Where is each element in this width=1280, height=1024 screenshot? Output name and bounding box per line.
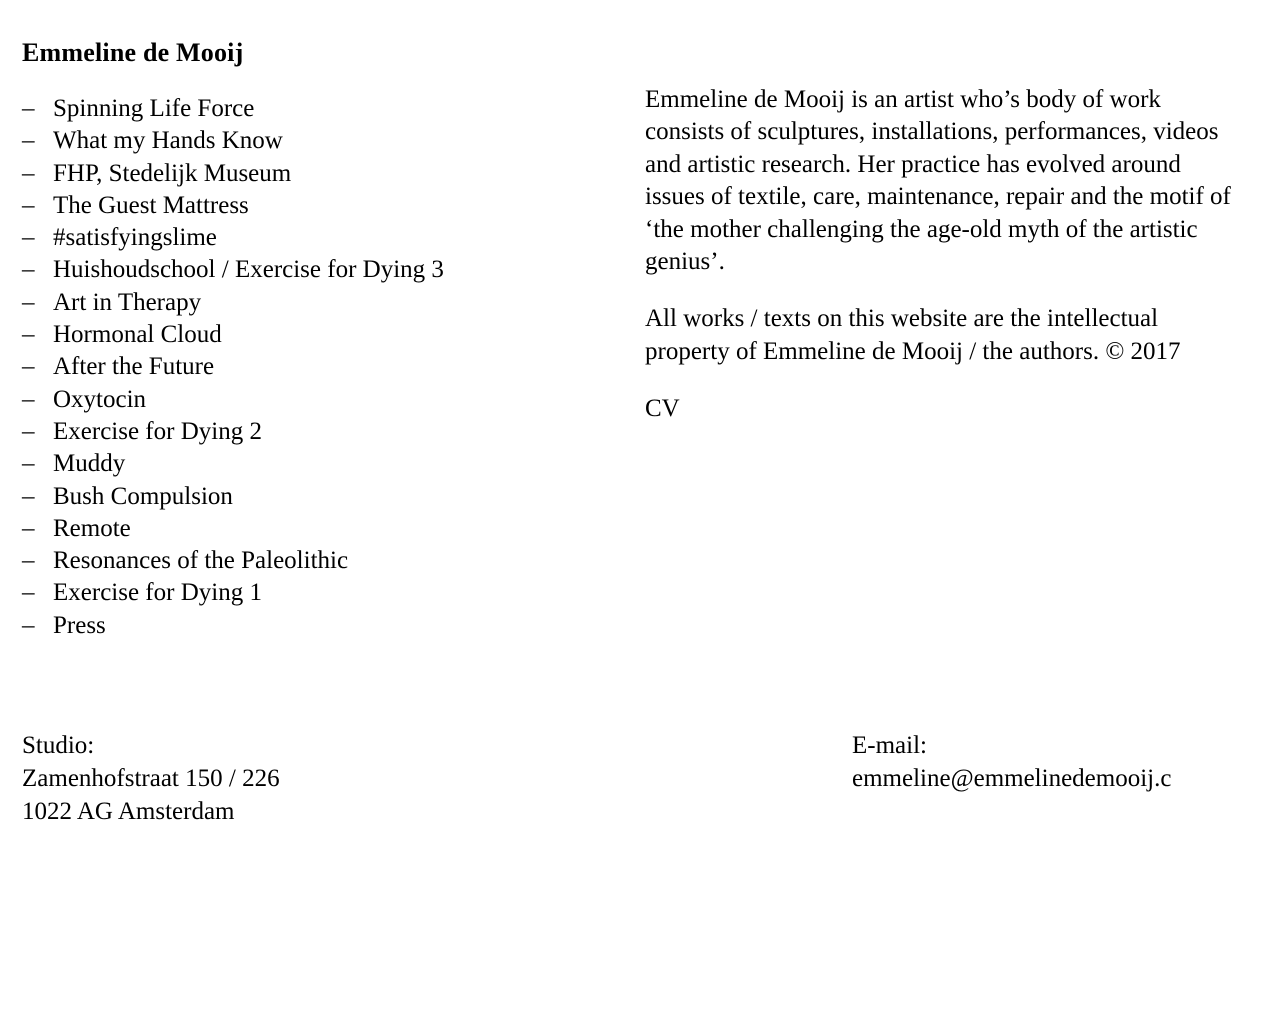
nav-item-art-in-therapy[interactable] — [22, 287, 622, 319]
nav-item-label: Resonances of the Paleolithic — [53, 547, 349, 575]
nav-dash-icon: – — [22, 288, 35, 316]
nav-dash-icon: – — [22, 579, 35, 607]
nav-dash-icon: – — [22, 191, 35, 219]
nav-item-label: Bush Compulsion — [53, 482, 233, 510]
nav-dash-icon: – — [22, 321, 35, 349]
nav-item-label: Hormonal Cloud — [53, 321, 222, 349]
email-label: E-mail: — [852, 732, 927, 759]
nav-dash-icon: – — [22, 385, 35, 413]
nav-item-label: FHP, Stedelijk Museum — [53, 159, 292, 187]
nav-item-label: Press — [53, 611, 106, 639]
cv-link[interactable]: CV — [645, 395, 680, 423]
nav-dash-icon: – — [22, 127, 35, 155]
nav-dash-icon: – — [22, 611, 35, 639]
nav-item-label: Exercise for Dying 2 — [53, 417, 262, 445]
nav-dash-icon: – — [22, 159, 35, 187]
nav-dash-icon: – — [22, 95, 35, 122]
nav-dash-icon: – — [22, 353, 35, 381]
nav-item-label: The Guest Mattress — [53, 191, 249, 219]
nav-item-resonances-of-the-paleolithic[interactable] — [22, 545, 622, 577]
nav-item-after-the-future[interactable] — [22, 351, 622, 383]
nav-item-label: Remote — [53, 514, 131, 542]
nav-item-label: After the Future — [53, 353, 215, 381]
nav-item-label: Huishoudschool / Exercise for Dying 3 — [53, 256, 444, 284]
copyright-text: All works / texts on this website are the intellectual property of Emmeline de Mooij / the authors. © 2017 — [645, 305, 1181, 365]
nav-item-label: Muddy — [53, 450, 126, 478]
artist-bio-text: Emmeline de Mooij is an artist who’s body of work consists of sculptures, installations, performances, videos and artistic research. Her practice has evolved around issues of textile, care, maintenance, repair and the motif of ‘the mother challenging the age-old myth of the artistic genius’. — [645, 86, 1231, 276]
page-title: Emmeline de Mooij — [22, 38, 244, 68]
nav-dash-icon: – — [22, 547, 35, 575]
nav-dash-icon: – — [22, 514, 35, 542]
studio-label: Studio: — [22, 732, 95, 759]
nav-item-spinning-life-force[interactable] — [22, 93, 622, 125]
studio-address-block — [22, 729, 582, 828]
nav-item-satisfyingslime[interactable] — [22, 222, 622, 254]
nav-item-what-my-hands-know[interactable] — [22, 125, 622, 157]
nav-item-hormonal-cloud[interactable] — [22, 319, 622, 351]
about-section — [645, 84, 1245, 426]
nav-item-press[interactable] — [22, 610, 622, 642]
nav-item-fhp-stedelijk-museum[interactable] — [22, 158, 622, 190]
nav-item-label: What my Hands Know — [53, 127, 283, 155]
nav-item-label: #satisfyingslime — [53, 224, 217, 252]
nav-item-label: Oxytocin — [53, 385, 147, 413]
studio-street: Zamenhofstraat 150 / 226 — [22, 765, 280, 792]
nav-dash-icon: – — [22, 417, 35, 445]
nav-item-label: Exercise for Dying 1 — [53, 579, 262, 607]
nav-dash-icon: – — [22, 256, 35, 284]
nav-dash-icon: – — [22, 482, 35, 510]
email-address[interactable]: emmeline@emmelinedemooij.c — [852, 765, 1172, 792]
nav-item-bush-compulsion[interactable] — [22, 481, 622, 513]
contact-block — [852, 729, 1280, 795]
nav-item-exercise-for-dying-1[interactable] — [22, 577, 622, 609]
nav-item-remote[interactable] — [22, 513, 622, 545]
nav-dash-icon: – — [22, 224, 35, 252]
cv-paragraph — [645, 393, 1245, 425]
nav-item-huishoudschool-exercise-for-dying-3[interactable] — [22, 254, 622, 286]
main-navigation — [22, 93, 622, 642]
nav-item-label: Art in Therapy — [53, 288, 202, 316]
nav-item-oxytocin[interactable] — [22, 384, 622, 416]
nav-item-muddy[interactable] — [22, 448, 622, 480]
nav-dash-icon: – — [22, 450, 35, 478]
studio-city: 1022 AG Amsterdam — [22, 798, 235, 825]
nav-item-exercise-for-dying-2[interactable] — [22, 416, 622, 448]
nav-item-the-guest-mattress[interactable] — [22, 190, 622, 222]
nav-item-label: Spinning Life Force — [53, 95, 255, 122]
